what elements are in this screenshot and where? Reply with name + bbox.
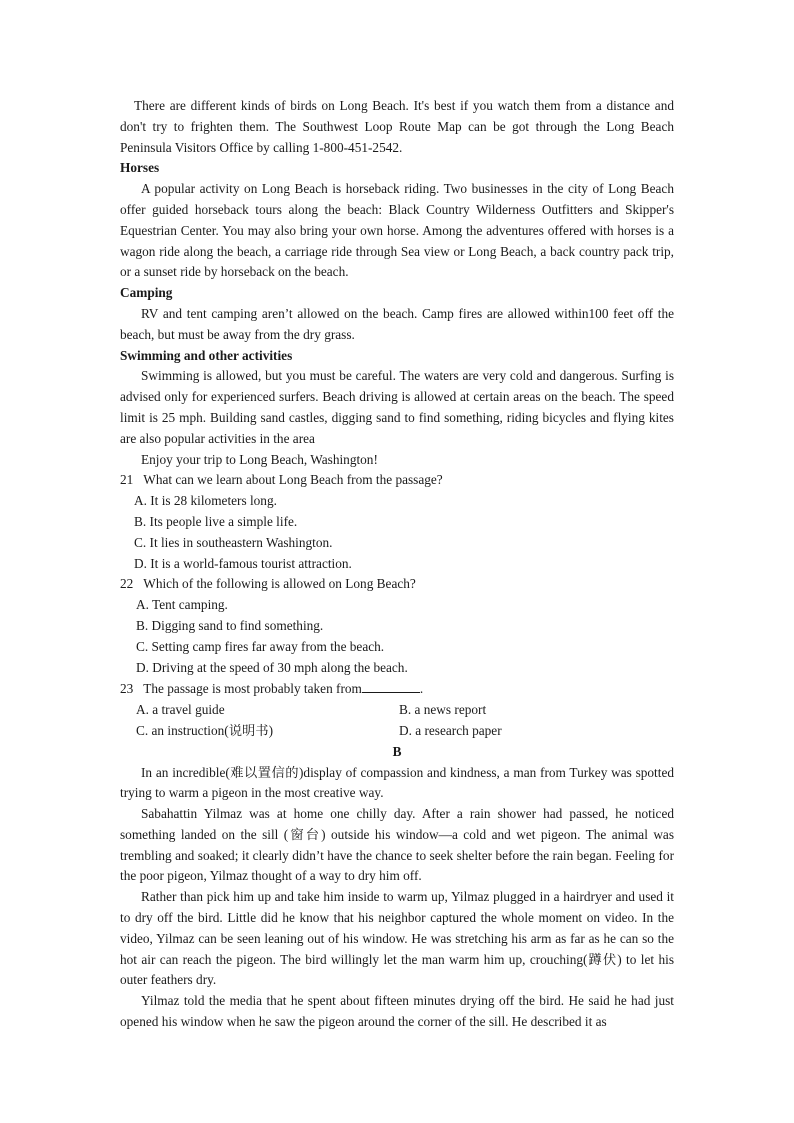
- question-21: [120, 470, 674, 491]
- option-21d: D. It is a world-famous tourist attraction.: [134, 555, 352, 571]
- question-number: 23: [120, 681, 134, 697]
- option-23a: A. a travel guide: [136, 702, 225, 718]
- question-22: [120, 574, 674, 595]
- option-22c: C. Setting camp fires far away from the beach.: [136, 638, 385, 654]
- section-heading-camping: Camping: [120, 285, 173, 301]
- question-stem-end: .: [419, 681, 424, 697]
- passage-b-paragraph-2: Sabahattin Yilmaz was at home one chilly day. After a rain shower had passed, he noticed something landed on the sill (窗台) outside his window—a cold and wet pigeon. The animal was trembling and soaked; it clearly didn’t have the chance to seek shelter before the rain began. Feeling for the poor pigeon, Yilmaz thought of a way to dry him off.: [120, 806, 674, 884]
- option-22d: D. Driving at the speed of 30 mph along the beach.: [136, 659, 408, 675]
- passage-b-paragraph-4: Yilmaz told the media that he spent about fifteen minutes drying off the bird. He said he had just opened his window when he saw the pigeon around the corner of the sill. He described it as: [120, 993, 674, 1030]
- option-23c: C. an instruction(说明书): [136, 722, 274, 738]
- section-b-label: B: [392, 743, 402, 759]
- question-23: [120, 678, 674, 700]
- option-22b: B. Digging sand to find something.: [136, 617, 324, 633]
- options-23: [120, 700, 674, 742]
- question-stem: Which of the following is allowed on Long Beach?: [143, 576, 416, 592]
- option-21a: A. It is 28 kilometers long.: [134, 493, 277, 509]
- option-23b: B. a news report: [399, 702, 487, 718]
- question-number: 21: [120, 472, 134, 488]
- question-number: 22: [120, 576, 134, 592]
- section-heading-horses: Horses: [120, 160, 160, 176]
- section-text-horses: A popular activity on Long Beach is horseback riding. Two businesses in the city of Long Beach offer guided horseback tours along the beach: Black Country Wilderness Outfitters and Skipper's Equestrian Center. You may also bring your own horse. Among the adventures offered with horses is a wagon ride along the beach, a carriage ride through Sea view or Long Beach, a back country pack trip, or a sunset ride by horseback on the beach.: [120, 181, 674, 280]
- option-21c: C. It lies in southeastern Washington.: [134, 534, 333, 550]
- question-stem: The passage is most probably taken from: [143, 681, 362, 697]
- section-text-swimming: Swimming is allowed, but you must be careful. The waters are very cold and dangerous. Surfing is advised only for experienced surfers. Beach driving is allowed at certain areas on the beach. The speed limit is 25 mph. Building sand castles, digging sand to find something, riding bicycles and flying kites are also popular activities in the area: [120, 368, 674, 446]
- option-21b: B. Its people live a simple life.: [134, 513, 298, 529]
- section-heading-swimming: Swimming and other activities: [120, 347, 293, 363]
- intro-paragraph: There are different kinds of birds on Long Beach. It's best if you watch them from a distance and don't try to frighten them. The Southwest Loop Route Map can be got through the Long Beach Peninsula Visitors Office by calling 1-800-451-2542.: [120, 98, 674, 155]
- question-stem: What can we learn about Long Beach from the passage?: [143, 472, 443, 488]
- option-23d: D. a research paper: [399, 722, 502, 738]
- closing-line: Enjoy your trip to Long Beach, Washington!: [141, 451, 378, 467]
- section-text-camping: RV and tent camping aren’t allowed on the beach. Camp fires are allowed within100 feet off the beach, but must be away from the dry grass.: [120, 305, 674, 342]
- option-22a: A. Tent camping.: [136, 597, 228, 613]
- passage-b-paragraph-3: Rather than pick him up and take him inside to warm up, Yilmaz plugged in a hairdryer and used it to dry off the bird. Little did he know that his neighbor captured the whole moment on video. In the video, Yilmaz can be seen leaning out of his window. He was stretching his arm as far as he can so the hot air can reach the pigeon. The bird willingly let the man warm him up, crouching(蹲伏) to let his outer feathers dry.: [120, 889, 674, 988]
- document-content: [120, 96, 674, 1033]
- passage-b-paragraph-1: In an incredible(难以置信的)display of compassion and kindness, a man from Turkey was spotted trying to warm a pigeon in the most creative way.: [120, 764, 674, 801]
- answer-blank: [362, 678, 420, 693]
